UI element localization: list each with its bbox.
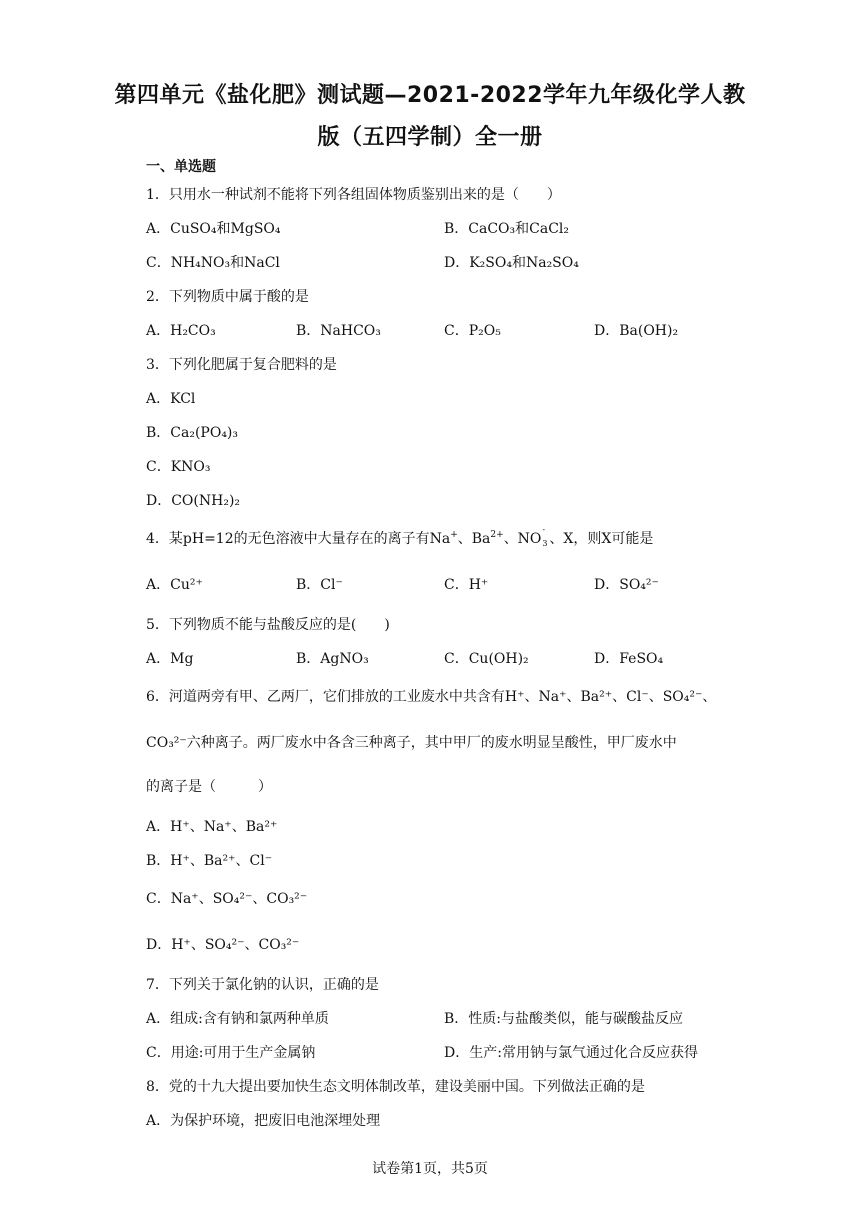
q2-option-b: B．NaHCO₃ xyxy=(296,323,381,339)
q1-option-d: D．K₂SO₄和Na₂SO₄ xyxy=(444,255,579,271)
q1-stem: 1．只用水一种试剂不能将下列各组固体物质鉴别出来的是（ ） xyxy=(146,187,561,203)
q4-option-d: D．SO₄²⁻ xyxy=(594,577,659,593)
q1-option-c: C．NH₄NO₃和NaCl xyxy=(146,255,280,271)
q7-option-d: D．生产:常用钠与氯气通过化合反应获得 xyxy=(444,1045,698,1061)
q8-option-a: A．为保护环境，把废旧电池深埋处理 xyxy=(146,1113,381,1129)
q2-option-a: A．H₂CO₃ xyxy=(146,323,216,339)
q5-option-a: A．Mg xyxy=(146,651,194,667)
q8-stem: 8．党的十九大提出要加快生态文明体制改革，建设美丽中国。下列做法正确的是 xyxy=(146,1079,645,1095)
q4-stem-start: 4．某pH=12的无色溶液中大量存在的离子有Na xyxy=(146,531,451,547)
q7-option-a: A．组成:含有钠和氯两种单质 xyxy=(146,1011,329,1027)
section-heading: 一、单选题 xyxy=(146,159,216,175)
q1-option-a: A．CuSO₄和MgSO₄ xyxy=(146,221,281,237)
q5-option-d: D．FeSO₄ xyxy=(594,651,664,667)
q7-option-c: C．用途:可用于生产金属钠 xyxy=(146,1045,316,1061)
q3-option-d: D．CO(NH₂)₂ xyxy=(146,493,241,509)
q3-option-a: A．KCl xyxy=(146,391,196,407)
q2-stem: 2．下列物质中属于酸的是 xyxy=(146,289,309,305)
q4-stem: 4．某pH=12的无色溶液中大量存在的离子有Na+、$Ba^{2+}$、NO - 3 、X，则X可能是 xyxy=(146,525,654,548)
q2-option-c: C．P₂O₅ xyxy=(444,323,501,339)
q6-option-d: D．H⁺、SO₄²⁻、CO₃²⁻ xyxy=(146,937,300,953)
exam-title-line1: 第四单元《盐化肥》测试题—2021-2022学年九年级化学人教 xyxy=(114,83,746,108)
q4-option-a: A．Cu²⁺ xyxy=(146,577,203,593)
q5-option-b: B．AgNO₃ xyxy=(296,651,369,667)
q5-stem: 5．下列物质不能与盐酸反应的是( ) xyxy=(146,617,390,633)
q3-option-c: C．KNO₃ xyxy=(146,459,211,475)
exam-title-line2: 版（五四学制）全一册 xyxy=(317,125,543,150)
q3-option-b: B．Ca₂(PO₄)₃ xyxy=(146,425,239,441)
q3-stem: 3．下列化肥属于复合肥料的是 xyxy=(146,357,337,373)
q7-option-b: B．性质:与盐酸类似，能与碳酸盐反应 xyxy=(444,1011,684,1027)
q7-stem: 7．下列关于氯化钠的认识，正确的是 xyxy=(146,977,379,993)
q6-option-b: B．H⁺、Ba²⁺、Cl⁻ xyxy=(146,853,273,869)
q6-stem-line1: 6．河道两旁有甲、乙两厂，它们排放的工业废水中共含有H⁺、Na⁺、Ba²⁺、Cl⁻、SO₄²⁻、 xyxy=(146,689,717,705)
q5-option-c: C．Cu(OH)₂ xyxy=(444,651,529,667)
q4-option-b: B．Cl⁻ xyxy=(296,577,343,593)
q1-option-b: B．CaCO₃和CaCl₂ xyxy=(444,221,570,237)
q6-option-a: A．H⁺、Na⁺、Ba²⁺ xyxy=(146,819,278,835)
q6-stem-line2: CO₃²⁻六种离子。两厂废水中各含三种离子，其中甲厂的废水明显呈酸性，甲厂废水中 xyxy=(146,735,677,751)
q6-option-c: C．Na⁺、SO₄²⁻、CO₃²⁻ xyxy=(146,891,308,907)
q6-stem-line3: 的离子是（ ） xyxy=(146,779,272,795)
q4-option-c: C．H⁺ xyxy=(444,577,489,593)
q4-stem-end: 、X，则X可能是 xyxy=(549,531,654,547)
q2-option-d: D．Ba(OH)₂ xyxy=(594,323,679,339)
page-footer: 试卷第1页，共5页 xyxy=(372,1161,488,1177)
